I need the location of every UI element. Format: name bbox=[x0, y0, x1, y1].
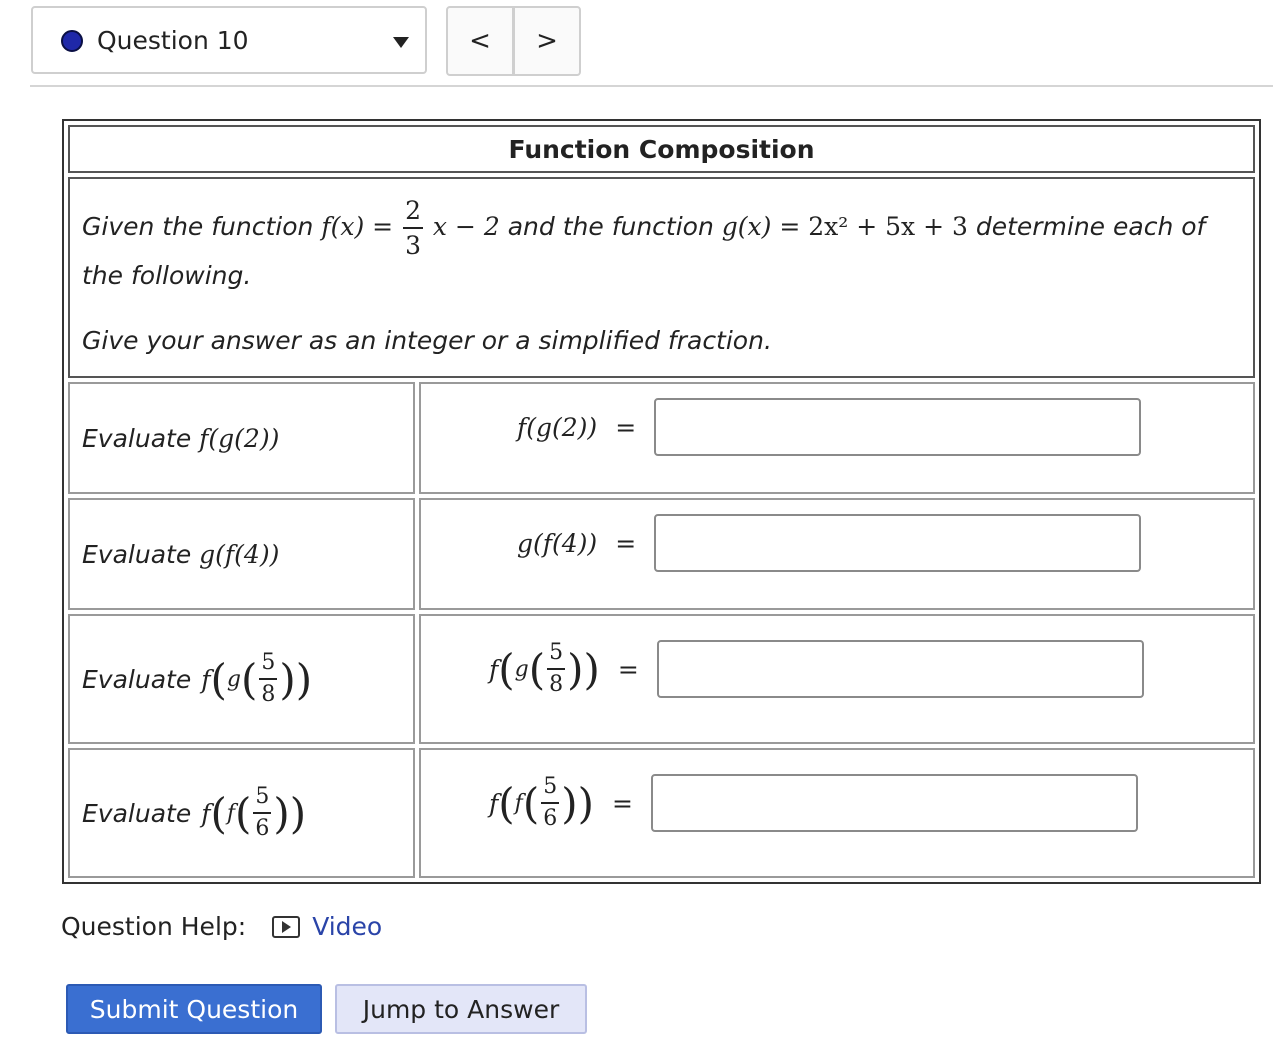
outer-function: f bbox=[201, 664, 211, 694]
fraction-denominator: 8 bbox=[261, 682, 276, 707]
outer-function: f bbox=[489, 788, 499, 818]
chevron-down-icon bbox=[393, 37, 409, 48]
question-status-dot bbox=[61, 30, 83, 52]
prompt-label: Evaluate bbox=[82, 798, 192, 828]
answer-expression: f(g(2)) bbox=[517, 412, 598, 442]
prompt-expression: g(f(4)) bbox=[199, 539, 280, 569]
equals-sign: = bbox=[615, 412, 637, 442]
intro-text: Given the function bbox=[82, 211, 314, 241]
argument-fraction bbox=[254, 786, 270, 840]
f-rest: x − 2 bbox=[432, 211, 500, 241]
f-coefficient-fraction bbox=[404, 195, 422, 260]
fraction-denominator: 6 bbox=[543, 806, 558, 831]
answer-cell bbox=[419, 382, 1255, 494]
f-name: f(x) bbox=[321, 211, 365, 241]
answer-input[interactable] bbox=[654, 514, 1141, 572]
fraction-numerator: 5 bbox=[255, 784, 270, 809]
outer-function: f bbox=[201, 798, 211, 828]
outer-function: f bbox=[489, 654, 499, 684]
question-label: Question 10 bbox=[97, 26, 249, 55]
question-selector[interactable] bbox=[31, 6, 427, 74]
g-definition: 2x² + 5x + 3 bbox=[808, 211, 968, 241]
inner-function: g bbox=[226, 666, 241, 692]
answer-cell: f ( f ( $\frac{5}{6}$ )) = bbox=[419, 748, 1255, 878]
question-nav bbox=[446, 6, 581, 76]
argument-fraction bbox=[260, 652, 276, 706]
fraction-numerator: 2 bbox=[405, 195, 421, 225]
argument-fraction bbox=[548, 642, 564, 696]
inner-function: g bbox=[514, 656, 529, 682]
instruction-text: Give your answer as an integer or a simplified fraction. bbox=[82, 325, 772, 355]
prompt-label: Evaluate bbox=[82, 539, 192, 569]
play-icon[interactable] bbox=[272, 916, 300, 938]
prompt-label: Evaluate bbox=[82, 423, 192, 453]
submit-question-button[interactable]: Submit Question bbox=[66, 984, 322, 1034]
question-help bbox=[61, 912, 382, 941]
next-question-button[interactable]: > bbox=[512, 8, 579, 74]
fraction-numerator: 5 bbox=[261, 650, 276, 675]
inner-function: f bbox=[514, 790, 523, 816]
jump-to-answer-button[interactable]: Jump to Answer bbox=[335, 984, 587, 1034]
problem-intro bbox=[68, 177, 1255, 378]
previous-question-button[interactable]: < bbox=[469, 26, 491, 56]
intro-text-end: determine each of the following. bbox=[82, 211, 1206, 290]
divider bbox=[30, 85, 1273, 87]
answer-cell bbox=[419, 498, 1255, 610]
equals-sign: = bbox=[779, 211, 801, 241]
inner-function: f bbox=[226, 800, 236, 826]
argument-fraction bbox=[542, 776, 558, 830]
prompt-cell bbox=[68, 498, 415, 610]
fraction-numerator: 5 bbox=[543, 774, 558, 799]
help-label: Question Help: bbox=[61, 912, 247, 941]
prompt-expression: f(g(2)) bbox=[199, 423, 280, 453]
equals-sign: = bbox=[617, 654, 639, 684]
answer-cell: f ( g ( $\frac{5}{8}$ )) = bbox=[419, 614, 1255, 744]
answer-input[interactable] bbox=[657, 640, 1144, 698]
table-title: Function Composition bbox=[68, 125, 1255, 173]
answer-expression: g(f(4)) bbox=[517, 528, 598, 558]
video-link[interactable]: Video bbox=[312, 912, 383, 941]
prompt-cell bbox=[68, 382, 415, 494]
answer-input[interactable] bbox=[654, 398, 1141, 456]
equals-sign: = bbox=[611, 788, 633, 818]
prompt-cell: Evaluate f ( f ( $\frac{5}{6}$ )) bbox=[68, 748, 415, 878]
fraction-denominator: 3 bbox=[405, 230, 421, 260]
g-name: g(x) bbox=[721, 211, 772, 241]
fraction-numerator: 5 bbox=[549, 640, 564, 665]
equals-sign: = bbox=[372, 211, 394, 241]
fraction-denominator: 6 bbox=[255, 816, 270, 841]
prompt-cell: Evaluate f ( g ( $\frac{5}{8}$ )) bbox=[68, 614, 415, 744]
and-text: and the function bbox=[507, 211, 714, 241]
question-table bbox=[62, 119, 1261, 884]
prompt-label: Evaluate bbox=[82, 664, 192, 694]
equals-sign: = bbox=[615, 528, 637, 558]
fraction-denominator: 8 bbox=[549, 672, 564, 697]
answer-input[interactable] bbox=[651, 774, 1138, 832]
